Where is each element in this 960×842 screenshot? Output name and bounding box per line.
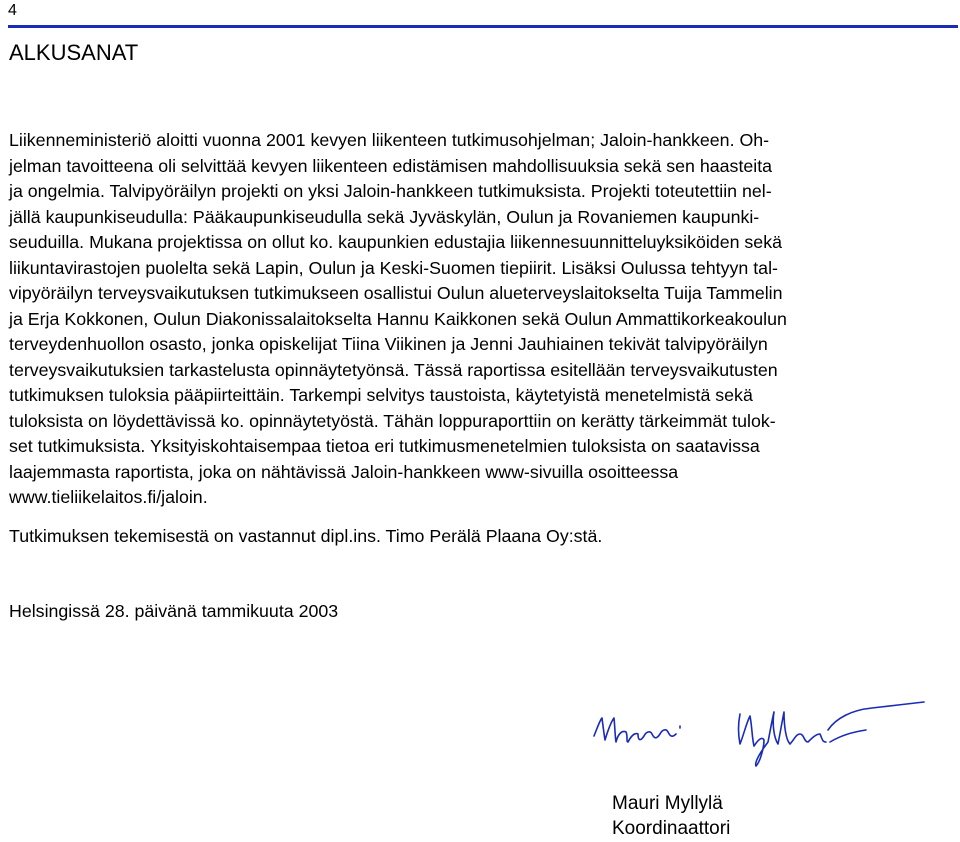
header-rule xyxy=(8,25,958,28)
paragraph-line: ja Erja Kokkonen, Oulun Diakonissalaitokselta Hannu Kaikkonen sekä Oulun Ammattikorkeakoulun xyxy=(9,308,787,329)
handwritten-signature xyxy=(590,700,930,770)
paragraph-line: terveydenhuollon osasto, jonka opiskelijat Tiina Viikinen ja Jenni Jauhiainen tekivät talvipyöräilyn xyxy=(9,334,768,354)
preface-paragraph xyxy=(9,128,954,511)
paragraph-line-last: www.tieliikelaitos.fi/jaloin. xyxy=(9,487,208,507)
paragraph-line: terveysvaikutuksien tarkastelusta opinnäytetyönsä. Tässä raportissa esitellään terveysvaikutusten xyxy=(9,359,778,380)
paragraph-line: laajemmasta raportista, joka on nähtävissä Jaloin-hankkeen www-sivuilla osoitteessa xyxy=(9,461,679,482)
paragraph-line: ja ongelmia. Talvipyöräilyn projekti on yksi Jaloin-hankkeen tutkimuksista. Projekti toteutettiin nel- xyxy=(9,181,772,201)
paragraph-line: jällä kaupunkiseudulla: Pääkaupunkiseudulla sekä Jyväskylän, Oulun ja Rovaniemen kaupunki- xyxy=(9,206,760,227)
page-number: 4 xyxy=(8,2,17,19)
place-date: Helsingissä 28. päivänä tammikuuta 2003 xyxy=(9,601,339,621)
paragraph-line: set tutkimuksista. Yksityiskohtaisempaa tietoa eri tutkimusmenetelmien tuloksista on saatavissa xyxy=(9,436,760,456)
paragraph-line: Liikenneministeriö aloitti vuonna 2001 kevyen liikenteen tutkimusohjelman; Jaloin-hankkeen. Oh- xyxy=(9,130,770,150)
paragraph-line: tutkimuksen tuloksia pääpiirteittäin. Tarkempi selvitys taustoista, käytetyistä menetelmistä sekä xyxy=(9,385,753,405)
paragraph-line: tuloksista on löydettävissä ko. opinnäytetyöstä. Tähän loppuraporttiin on kerätty tärkeimmät tulok- xyxy=(9,410,776,431)
signer-name: Mauri Myllylä xyxy=(612,793,723,814)
paragraph-line: seuduilla. Mukana projektissa on ollut ko. kaupunkien edustajia liikennesuunnitteluyksiköiden sekä xyxy=(9,232,782,252)
paragraph-line: jelman tavoitteena oli selvittää kevyen liikenteen edistämisen mahdollisuuksia sekä sen haasteita xyxy=(9,155,773,176)
credit-line: Tutkimuksen tekemisestä on vastannut dipl.ins. Timo Perälä Plaana Oy:stä. xyxy=(9,526,603,546)
signer-title: Koordinaattori xyxy=(612,818,731,839)
paragraph-line: vipyöräilyn terveysvaikutuksen tutkimukseen osallistui Oulun alueterveyslaitokselta Tuija Tammelin xyxy=(9,283,783,303)
paragraph-line: liikuntavirastojen puolelta sekä Lapin, Oulun ja Keski-Suomen tiepiirit. Lisäksi Oulussa tehtyyn tal- xyxy=(9,257,778,278)
page-title: ALKUSANAT xyxy=(9,40,139,65)
